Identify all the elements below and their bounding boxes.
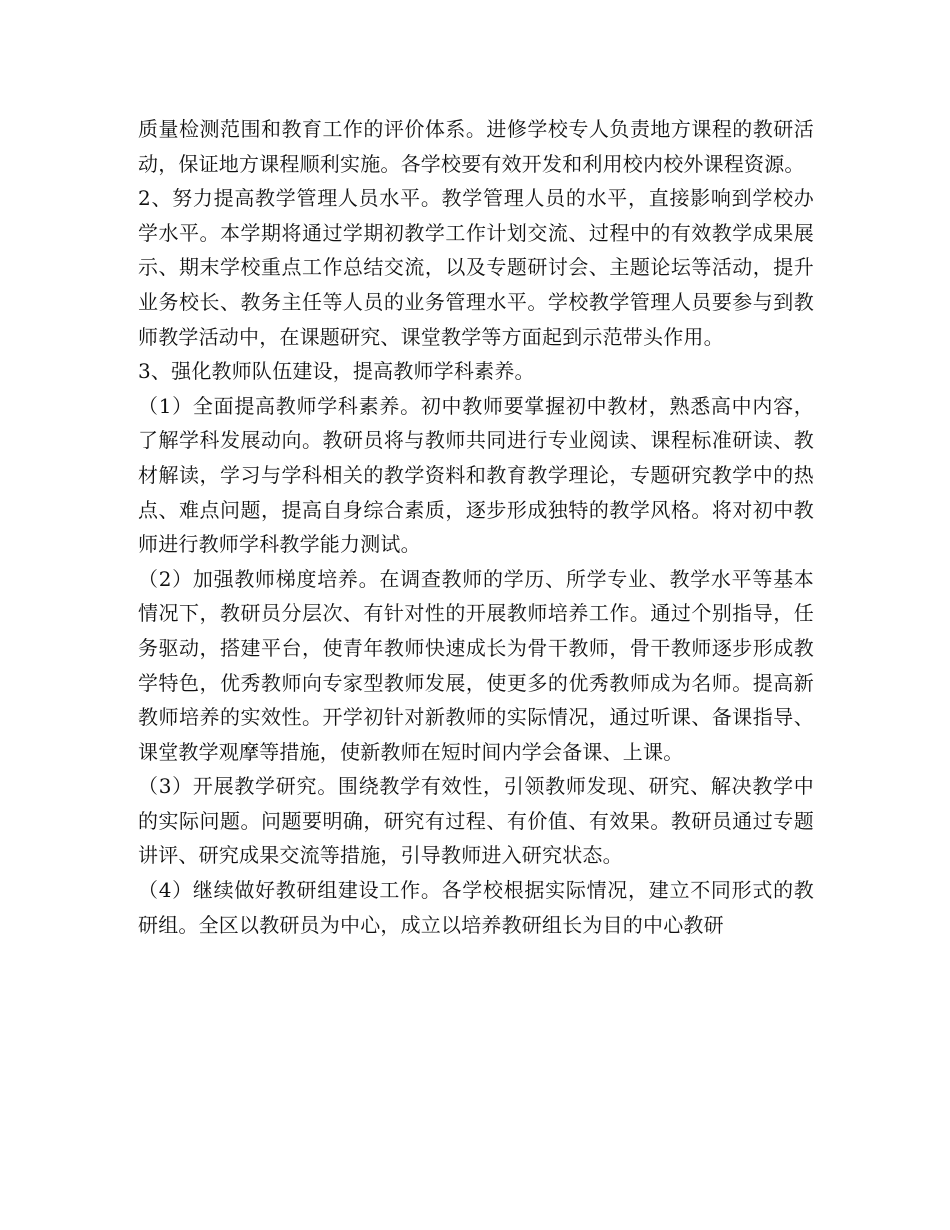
document-body — [138, 112, 814, 942]
paragraph-5: （2）加强教师梯度培养。在调查教师的学历、所学专业、教学水平等基本情况下，教研员分层次、有针对性的开展教师培养工作。通过个别指导，任务驱动，搭建平台，使青年教师快速成长为骨干教师，骨干教师逐步形成教学特色，优秀教师向专家型教师发展，使更多的优秀教师成为名师。提高新教师培养的实效性。开学初针对新教师的实际情况，通过听课、备课指导、课堂教学观摩等措施，使新教师在短时间内学会备课、上课。 — [138, 566, 814, 764]
paragraph-1: 质量检测范围和教育工作的评价体系。进修学校专人负责地方课程的教研活动，保证地方课程顺利实施。各学校要有效开发和利用校内校外课程资源。 — [138, 117, 814, 176]
paragraph-6: （3）开展教学研究。围绕教学有效性，引领教师发现、研究、解决教学中的实际问题。问题要明确，研究有过程、有价值、有效果。教研员通过专题讲评、研究成果交流等措施，引导教师进入研究状态。 — [138, 774, 814, 868]
paragraph-3: 3、强化教师队伍建设，提高教师学科素养。 — [138, 359, 535, 384]
paragraph-4: （1）全面提高教师学科素养。初中教师要掌握初中教材，熟悉高中内容，了解学科发展动向。教研员将与教师共同进行专业阅读、课程标准研读、教材解读，学习与学科相关的教学资料和教育教学理论，专题研究教学中的热点、难点问题，提高自身综合素质，逐步形成独特的教学风格。将对初中教师进行教师学科教学能力测试。 — [138, 393, 814, 557]
paragraph-2: 2、努力提高教学管理人员水平。教学管理人员的水平，直接影响到学校办学水平。本学期将通过学期初教学工作计划交流、过程中的有效教学成果展示、期末学校重点工作总结交流，以及专题研讨会、主题论坛等活动，提升业务校长、教务主任等人员的业务管理水平。学校教学管理人员要参与到教师教学活动中，在课题研究、课堂教学等方面起到示范带头作用。 — [138, 186, 814, 349]
paragraph-7: （4）继续做好教研组建设工作。各学校根据实际情况，建立不同形式的教研组。全区以教研员为中心，成立以培养教研组长为目的中心教研 — [138, 878, 814, 937]
